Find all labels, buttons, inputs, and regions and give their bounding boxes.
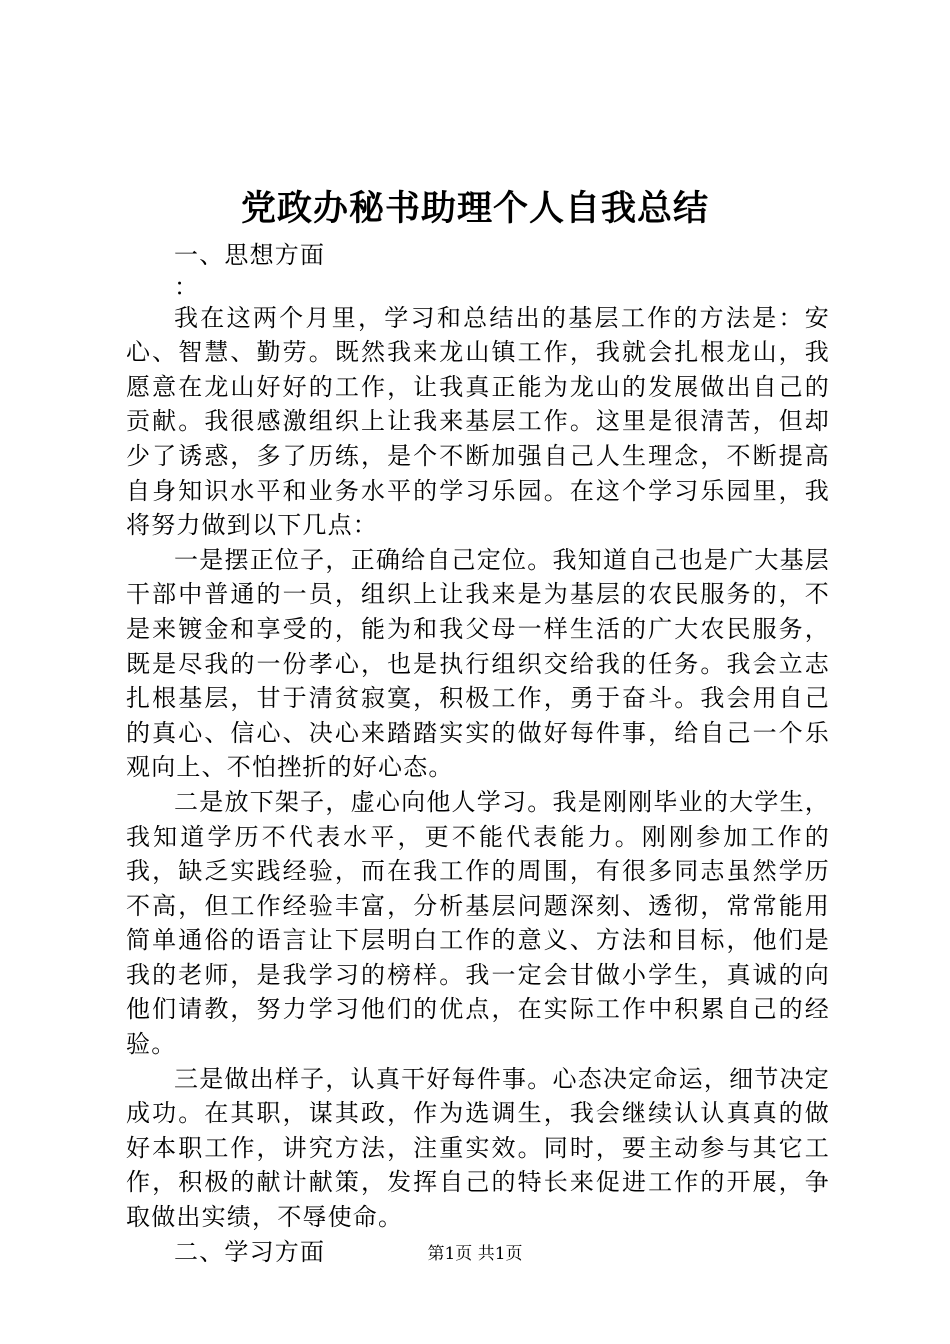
document-title: 党政办秘书助理个人自我总结: [240, 188, 709, 229]
paragraph-intro: 我在这两个月里，学习和总结出的基层工作的方法是：安心、智慧、勤劳。既然我来龙山镇工作，我就会扎根龙山，我愿意在龙山好好的工作，让我真正能为龙山的发展做出自己的贡献。我很感激组织上让我来基层工作。这里是很清苦，但却少了诱惑，多了历练，是个不断加强自己人生理念，不断提高自身知识水平和业务水平的学习乐园。在这个学习乐园里，我将努力做到以下几点：: [126, 303, 830, 540]
page-footer: 第1页 共1页: [427, 1244, 523, 1264]
section-heading-study: 二、学习方面: [174, 1237, 326, 1266]
paragraph-point-one: 一是摆正位子，正确给自己定位。我知道自己也是广大基层干部中普通的一员，组织上让我来是为基层的农民服务的，不是来镀金和享受的，能为和我父母一样生活的广大农民服务，既是尽我的一份孝心，也是执行组织交给我的任务。我会立志扎根基层，甘于清贫寂寞，积极工作，勇于奋斗。我会用自己的真心、信心、决心来踏踏实实的做好每件事，给自己一个乐观向上、不怕挫折的好心态。: [126, 545, 830, 782]
paragraph-point-three: 三是做出样子，认真干好每件事。心态决定命运，细节决定成功。在其职，谋其政，作为选调生，我会继续认认真真的做好本职工作，讲究方法，注重实效。同时，要主动参与其它工作，积极的献计献策，发挥自己的特长来促进工作的开展，争取做出实绩，不辱使命。: [126, 1064, 830, 1232]
colon-line: ：: [174, 272, 200, 301]
paragraph-point-two: 二是放下架子，虚心向他人学习。我是刚刚毕业的大学生，我知道学历不代表水平，更不能代表能力。刚刚参加工作的我，缺乏实践经验，而在我工作的周围，有很多同志虽然学历不高，但工作经验丰富，分析基层问题深刻、透彻，常常能用简单通俗的语言让下层明白工作的意义、方法和目标，他们是我的老师，是我学习的榜样。我一定会甘做小学生，真诚的向他们请教，努力学习他们的优点，在实际工作中积累自己的经验。: [126, 787, 830, 1059]
section-heading-thought: 一、思想方面: [174, 241, 326, 269]
document-body: [126, 238, 830, 1269]
